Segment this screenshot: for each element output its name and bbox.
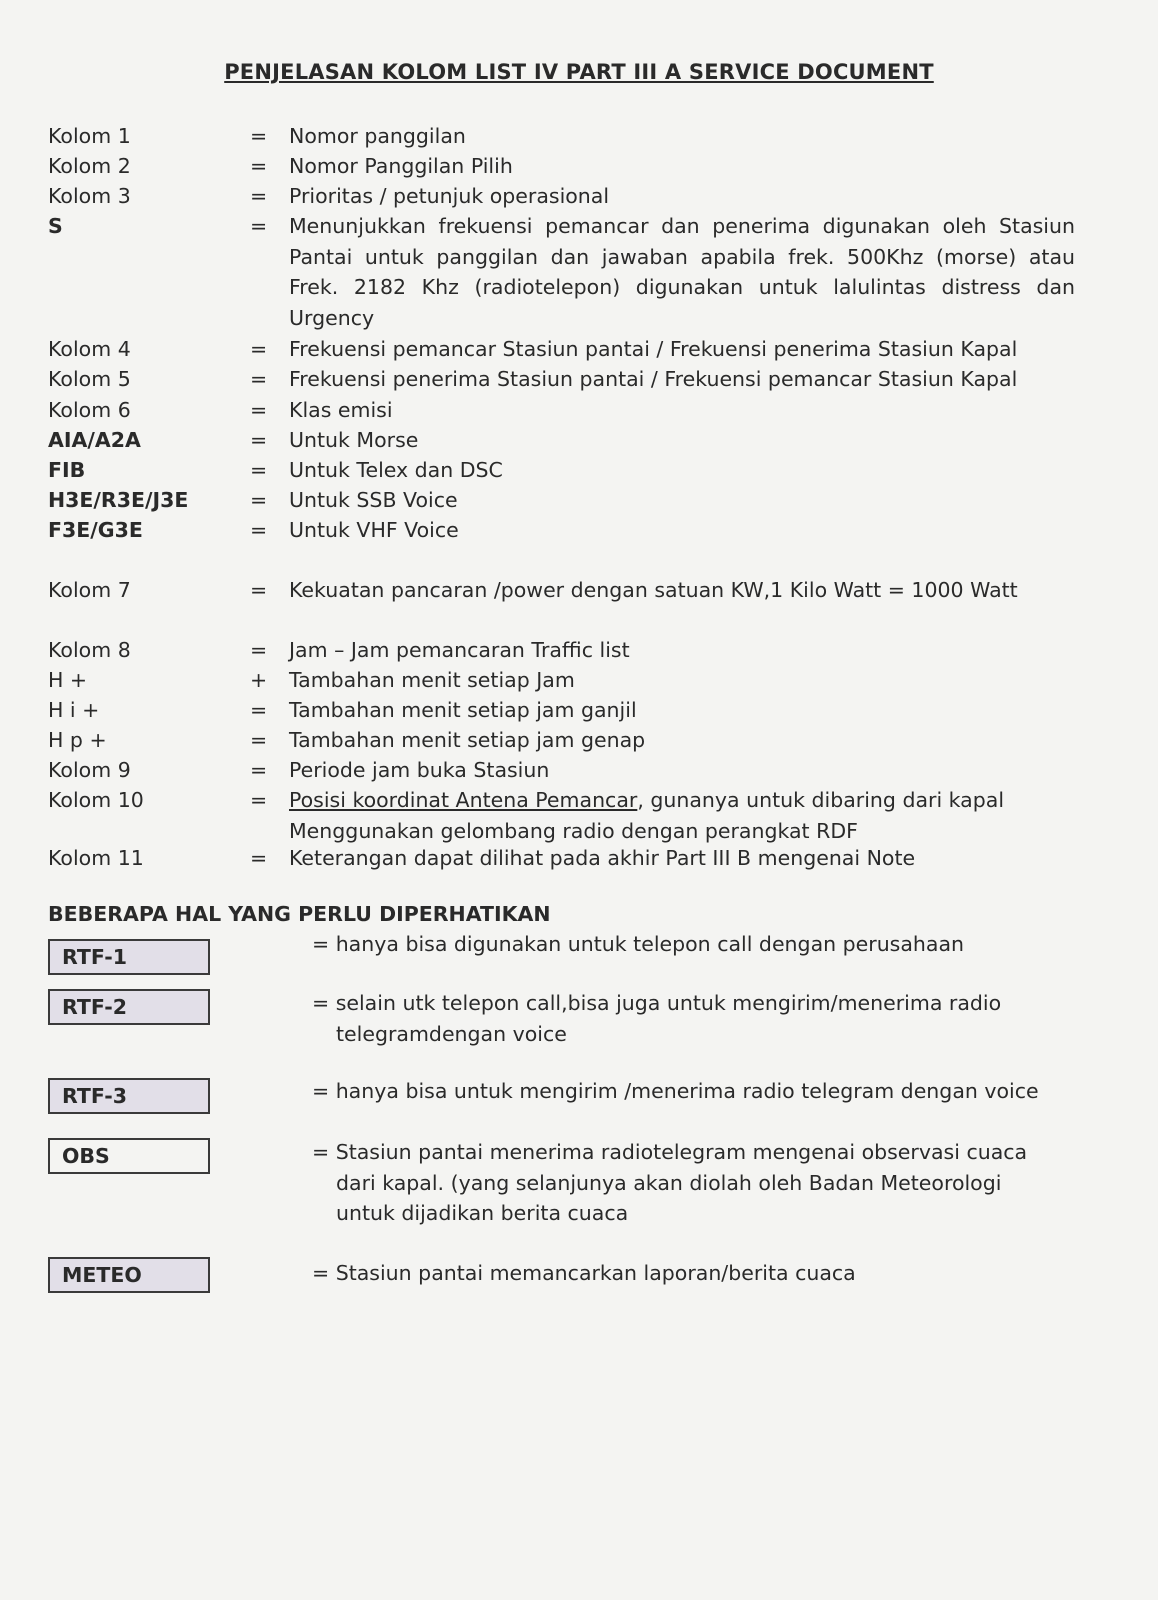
note-line: = Stasiun pantai memancarkan laporan/berita cuaca: [312, 1261, 856, 1285]
code-box-rtf-3: [48, 1078, 210, 1114]
row-label: Kolom 1: [48, 124, 131, 148]
title-text: PENJELASAN KOLOM LIST IV PART III A SERVICE DOCUMENT: [224, 60, 934, 84]
note-line: dari kapal. (yang selanjunya akan diolah oleh Badan Meteorologi: [336, 1170, 1002, 1195]
row-description: Untuk SSB Voice: [289, 488, 458, 512]
row-description: Jam – Jam pemancaran Traffic list: [289, 638, 630, 662]
row-label: Kolom 2: [48, 154, 131, 178]
code-box-rtf-1: [48, 939, 210, 975]
row-separator: =: [250, 788, 268, 812]
row-separator: =: [250, 428, 268, 452]
row-separator: =: [250, 184, 268, 208]
row-label: FIB: [48, 458, 86, 482]
row-description: Untuk Telex dan DSC: [289, 458, 503, 482]
row-separator: =: [250, 578, 268, 602]
note-description: [312, 929, 1092, 960]
row-label: H i +: [48, 698, 100, 722]
note-line: telegramdengan voice: [336, 1021, 567, 1046]
row-description: Menunjukkan frekuensi pemancar dan penerima digunakan oleh Stasiun Pantai untuk panggilan dan jawaban apabila frek. 500Khz (morse) atau Frek. 2182 Khz (radiotelepon) digunakan untuk lalulintas distress dan Urgency: [289, 214, 1075, 330]
underlined-text: Posisi koordinat Antena Pemancar: [289, 788, 638, 812]
note-line: = hanya bisa untuk mengirim /menerima radio telegram dengan voice: [312, 1079, 1039, 1103]
code-box-meteo: [48, 1257, 210, 1293]
row-label: Kolom 4: [48, 337, 131, 361]
row-label: Kolom 8: [48, 638, 131, 662]
row-description: Tambahan menit setiap jam genap: [289, 728, 646, 752]
row-separator: =: [250, 337, 268, 361]
row-description: Kekuatan pancaran /power dengan satuan KW,1 Kilo Watt = 1000 Watt: [289, 578, 1018, 602]
code-label: RTF-2: [62, 995, 127, 1019]
row-separator: =: [250, 728, 268, 752]
row-label: Kolom 3: [48, 184, 131, 208]
code-box-rtf-2: [48, 989, 210, 1025]
row-description: Untuk Morse: [289, 428, 419, 452]
code-label: RTF-1: [62, 945, 127, 969]
row-description: Prioritas / petunjuk operasional: [289, 184, 610, 208]
row-description: Klas emisi: [289, 398, 393, 422]
row-label: F3E/G3E: [48, 518, 143, 542]
row-separator: =: [250, 367, 268, 391]
row-separator: +: [250, 668, 268, 692]
row-separator: =: [250, 518, 268, 542]
row-separator: =: [250, 758, 268, 782]
row-separator: =: [250, 698, 268, 722]
note-description: [312, 1137, 1092, 1229]
code-label: RTF-3: [62, 1084, 127, 1108]
row-label: Kolom 7: [48, 578, 131, 602]
row-description: Periode jam buka Stasiun: [289, 758, 550, 782]
row-label: Kolom 9: [48, 758, 131, 782]
row-separator: =: [250, 638, 268, 662]
row-description: Frekuensi penerima Stasiun pantai / Frekuensi pemancar Stasiun Kapal: [289, 367, 1018, 391]
row-label: H +: [48, 668, 88, 692]
code-box-obs: [48, 1138, 210, 1174]
document-title: [0, 60, 1158, 84]
row-separator: =: [250, 398, 268, 422]
row-separator: =: [250, 488, 268, 512]
row-description: Nomor panggilan: [289, 124, 466, 148]
notes-heading: BEBERAPA HAL YANG PERLU DIPERHATIKAN: [48, 902, 551, 926]
row-description: Posisi koordinat Antena Pemancar, gunanya untuk dibaring dari kapal Menggunakan gelombang radio dengan perangkat RDF: [289, 788, 1005, 843]
row-label: Kolom 11: [48, 846, 144, 870]
note-line: = Stasiun pantai menerima radiotelegram mengenai observasi cuaca: [312, 1140, 1028, 1164]
note-description: [312, 1258, 1092, 1289]
row-label: Kolom 10: [48, 788, 144, 812]
row-separator: =: [250, 214, 268, 238]
note-description: [312, 1076, 1092, 1107]
row-description: Keterangan dapat dilihat pada akhir Part III B mengenai Note: [289, 846, 916, 870]
row-description: Untuk VHF Voice: [289, 518, 459, 542]
code-label: OBS: [62, 1144, 110, 1168]
note-line: = hanya bisa digunakan untuk telepon call dengan perusahaan: [312, 932, 965, 956]
row-separator: =: [250, 846, 268, 870]
row-description: Frekuensi pemancar Stasiun pantai / Frekuensi penerima Stasiun Kapal: [289, 337, 1018, 361]
note-line: = selain utk telepon call,bisa juga untuk mengirim/menerima radio: [312, 991, 1002, 1015]
row-separator: =: [250, 124, 268, 148]
row-label: H p +: [48, 728, 107, 752]
row-label: H3E/R3E/J3E: [48, 488, 189, 512]
row-label: AIA/A2A: [48, 428, 141, 452]
code-label: METEO: [62, 1263, 142, 1287]
row-separator: =: [250, 154, 268, 178]
row-description: Tambahan menit setiap jam ganjil: [289, 698, 637, 722]
row-separator: =: [250, 458, 268, 482]
row-label: S: [48, 214, 63, 238]
note-line: untuk dijadikan berita cuaca: [336, 1201, 629, 1225]
note-description: [312, 988, 1092, 1049]
row-label: Kolom 6: [48, 398, 131, 422]
row-label: Kolom 5: [48, 367, 131, 391]
row-description: Tambahan menit setiap Jam: [289, 668, 575, 692]
row-description: Nomor Panggilan Pilih: [289, 154, 513, 178]
